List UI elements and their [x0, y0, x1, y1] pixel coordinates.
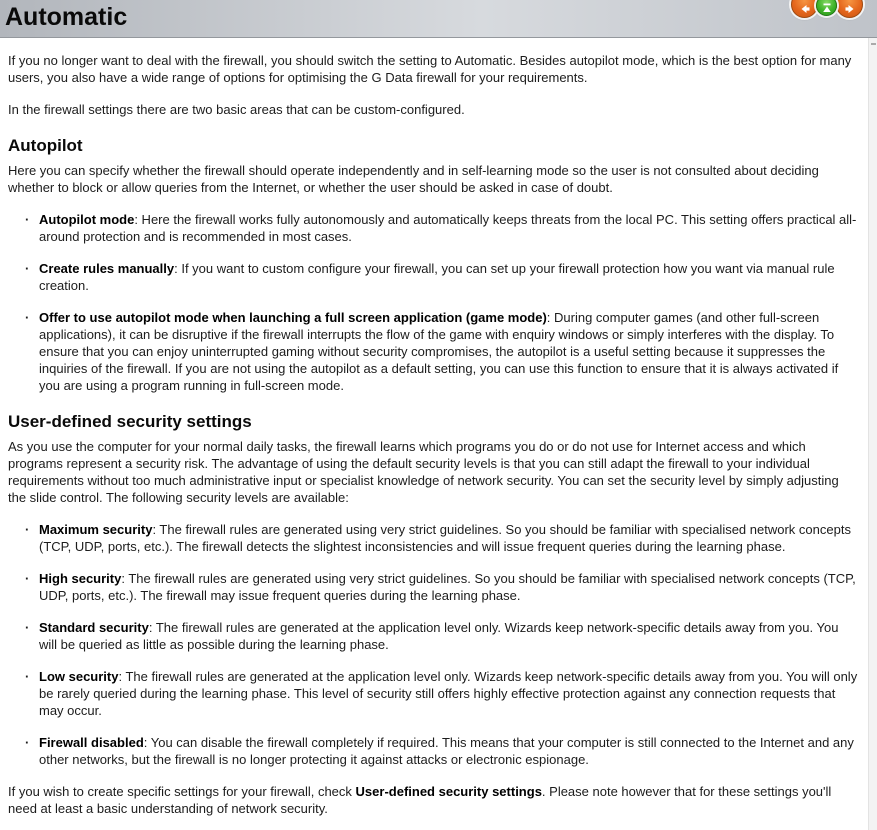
list-item [25, 734, 859, 768]
bullet-text: : Here the firewall works fully autonomously and automatically keeps threats from the local PC. This setting offers practical all-around protection and is recommended in most cases. [39, 212, 857, 244]
bullet-icon: · [25, 261, 30, 276]
help-article [0, 38, 877, 817]
bullet-term: Low security [39, 669, 119, 684]
list-item [25, 521, 859, 555]
arrow-left-icon [798, 0, 812, 16]
section-heading-autopilot: Autopilot [8, 136, 83, 155]
bullet-text: : During computer games (and other full-screen applications), it can be disruptive if the firewall interrupts the flow of the game with enquiry windows or simply interferes with the display. To ensure that you can enjoy uninterrupted gaming without security compromises, the autopilot is a useful setting because it suppresses the inquiries of the firewall. If you are not using the autopilot as a default setting, you can use this function to ensure that it is always activated if you are using a program running in full-screen mode. [39, 310, 839, 393]
bullet-icon: · [25, 620, 30, 635]
bullet-term: Create rules manually [39, 261, 175, 276]
bullet-term: Maximum security [39, 522, 153, 537]
bullet-icon: · [25, 669, 30, 684]
section-paragraph: As you use the computer for your normal daily tasks, the firewall learns which programs you do or do not use for Internet access and which programs represent a security risk. The advantage of using the default security levels is that you can still adapt the firewall to your individual requirements without too much administrative input or specialist knowledge of network security. You can set the security level by simply adjusting the slide control. The following security levels are available: [8, 439, 839, 505]
bullet-term: High security [39, 571, 122, 586]
closing-text: If you wish to create specific settings for your firewall, check [8, 784, 356, 799]
bullet-text: : You can disable the firewall completely if required. This means that your computer is still connected to the Internet and any other networks, but the firewall is no longer protecting it against attacks or electronic espionage. [39, 735, 854, 767]
scrollbar-thumb[interactable] [871, 43, 876, 45]
bullet-term: Firewall disabled [39, 735, 144, 750]
list-item [25, 309, 859, 394]
vertical-scrollbar[interactable] [868, 38, 877, 830]
page-title: Automatic [5, 3, 128, 31]
list-item [25, 668, 859, 719]
list-item [25, 619, 859, 653]
arrow-up-to-top-icon [821, 0, 833, 14]
list-item [25, 211, 859, 245]
section-heading-user-defined: User-defined security settings [8, 412, 252, 431]
intro-paragraph: In the firewall settings there are two basic areas that can be custom-configured. [8, 102, 465, 117]
bullet-text: : The firewall rules are generated at the application level only. Wizards keep network-specific details away from you. You will only be rarely queried during the learning phase. This level of security still offers highly effective protection against any connection requests that may occur. [39, 669, 858, 718]
bullet-icon: · [25, 310, 30, 325]
bullet-text: : If you want to custom configure your firewall, you can set up your firewall protection how you want via manual rule creation. [39, 261, 835, 293]
section-paragraph: Here you can specify whether the firewall should operate independently and in self-learning mode so the user is not consulted about deciding whether to block or allow queries from the Internet, or whether the user should be asked in case of doubt. [8, 163, 819, 195]
list-item [25, 260, 859, 294]
closing-text: . Please note however that for these settings you'll need at least a basic understanding of network security. [8, 784, 832, 816]
bullet-icon: · [25, 735, 30, 750]
bullet-text: : The firewall rules are generated at the application level only. Wizards keep network-specific details away from you. You will be queried as little as possible during the learning phase. [39, 620, 839, 652]
bullet-icon: · [25, 571, 30, 586]
arrow-right-icon [843, 0, 857, 16]
bullet-term: Standard security [39, 620, 149, 635]
closing-paragraph [8, 783, 859, 817]
bullet-term: Offer to use autopilot mode when launching a full screen application (game mode) [39, 310, 547, 325]
bullet-text: : The firewall rules are generated using very strict guidelines. So you should be familiar with specialised network concepts (TCP, UDP, ports, etc.). The firewall detects the slightest inconsistencies and will issue frequent queries during the learning phase. [39, 522, 851, 554]
list-item [25, 570, 859, 604]
closing-bold-reference: User-defined security settings [355, 784, 542, 799]
page-header [0, 0, 877, 38]
bullet-term: Autopilot mode [39, 212, 135, 227]
intro-paragraph: If you no longer want to deal with the firewall, you should switch the setting to Automatic. Besides autopilot mode, which is the best option for many users, you also have a wide range of options for optimising the G Data firewall for your requirements. [8, 53, 852, 85]
bullet-icon: · [25, 522, 30, 537]
bullet-icon: · [25, 212, 30, 227]
bullet-text: : The firewall rules are generated using very strict guidelines. So you should be familiar with specialised network concepts (TCP, UDP, ports, etc.). The firewall may issue frequent queries during the learning phase. [39, 571, 856, 603]
